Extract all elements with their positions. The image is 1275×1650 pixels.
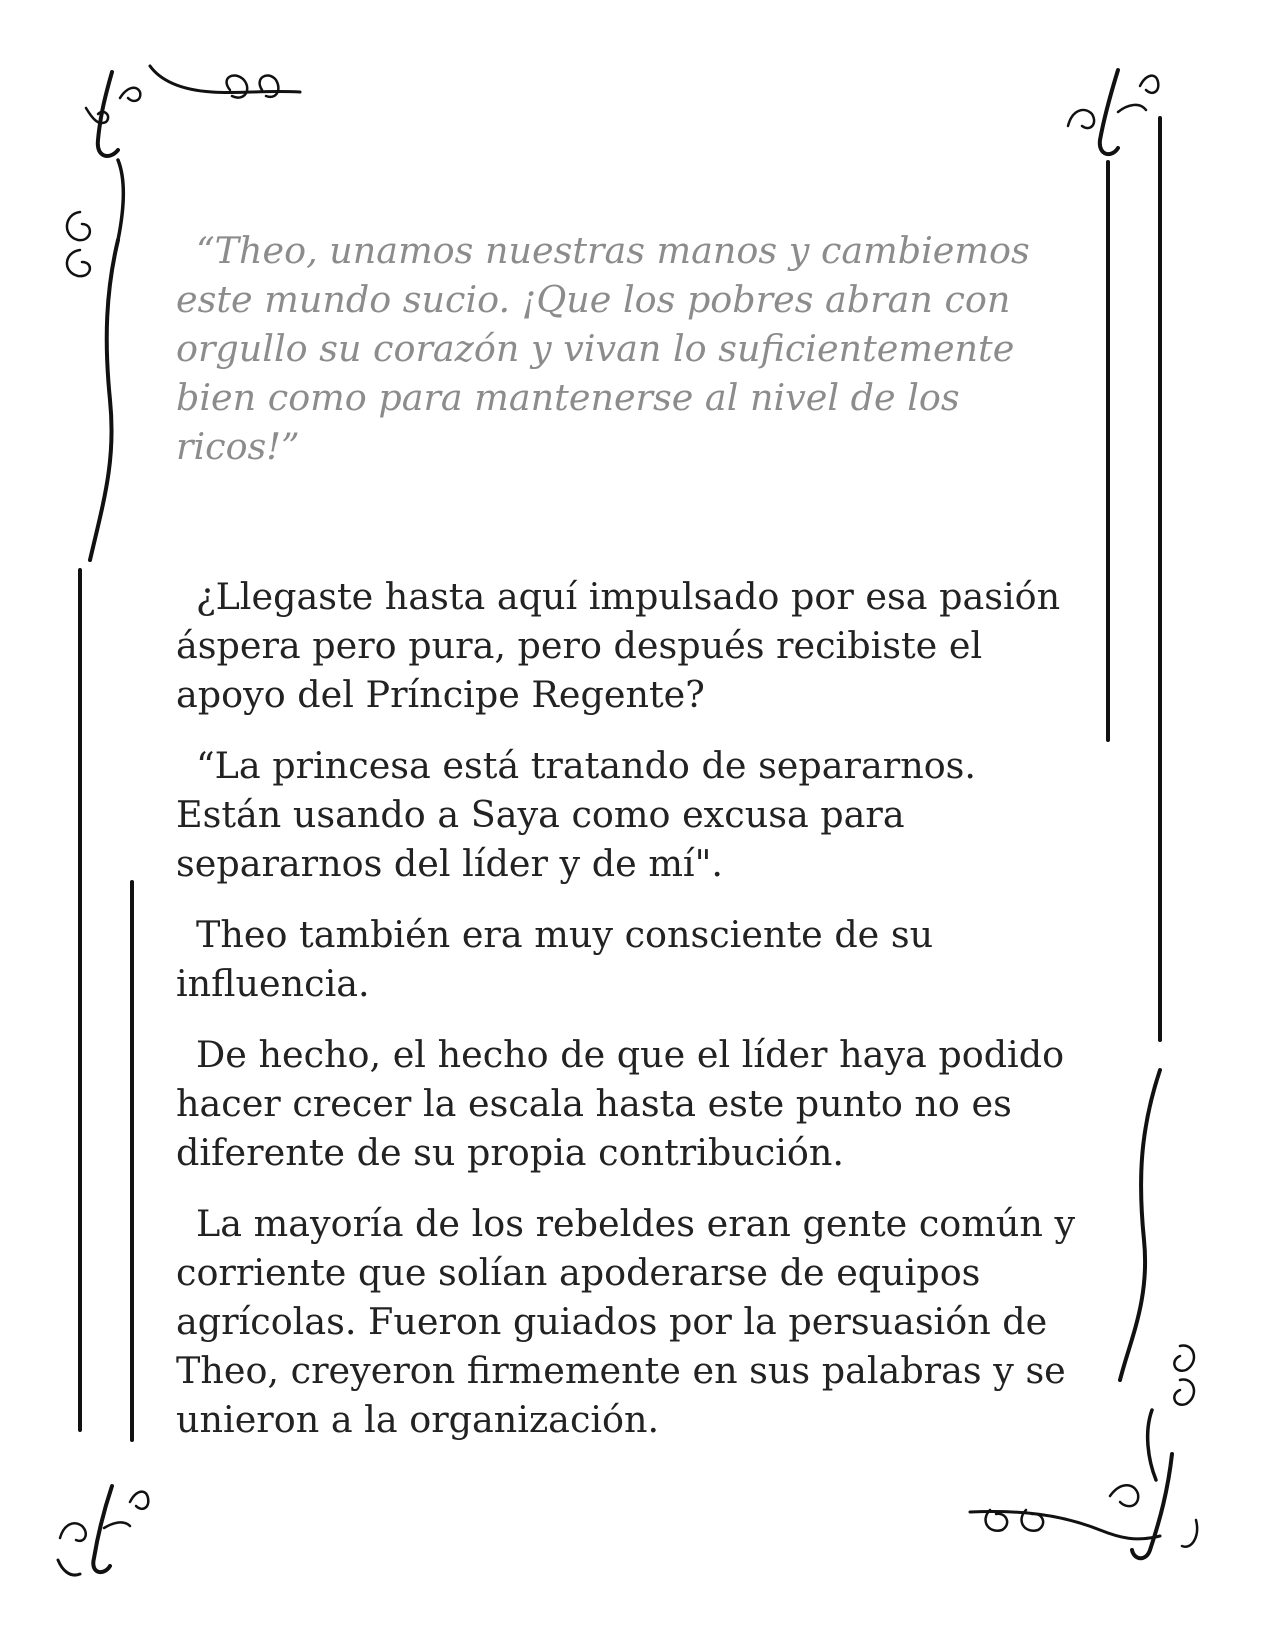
quote-text: “Theo, unamos nuestras manos y cambiemos este mundo sucio. ¡Que los pobres abran con orgullo su corazón y vivan lo suficientemente bien como para mantenerse al nivel de los ricos!” [176,229,1030,468]
top-right-flourish-icon [1068,70,1158,154]
paragraph-2: “La princesa está tratando de separarnos. Están usando a Saya como excusa para separarnos del líder y de mí". [176,744,977,885]
paragraph-5: La mayoría de los rebeldes eran gente común y corriente que solían apoderarse de equipos agrícolas. Fueron guiados por la persuasión de Theo, creyeron firmemente en sus palabras y se unieron a la organización. [176,1202,1076,1441]
body-text [176,572,1076,1466]
paragraph-4: De hecho, el hecho de que el líder haya podido hacer crecer la escala hasta este punto no es diferente de su propia contribución. [176,1033,1065,1174]
bottom-left-flourish-icon [58,1486,148,1575]
quote-block [176,226,1076,471]
paragraph-1: ¿Llegaste hasta aquí impulsado por esa pasión áspera pero pura, pero después recibiste el apoyo del Príncipe Regente? [176,575,1061,716]
paragraph-3: Theo también era muy consciente de su influencia. [176,913,934,1005]
